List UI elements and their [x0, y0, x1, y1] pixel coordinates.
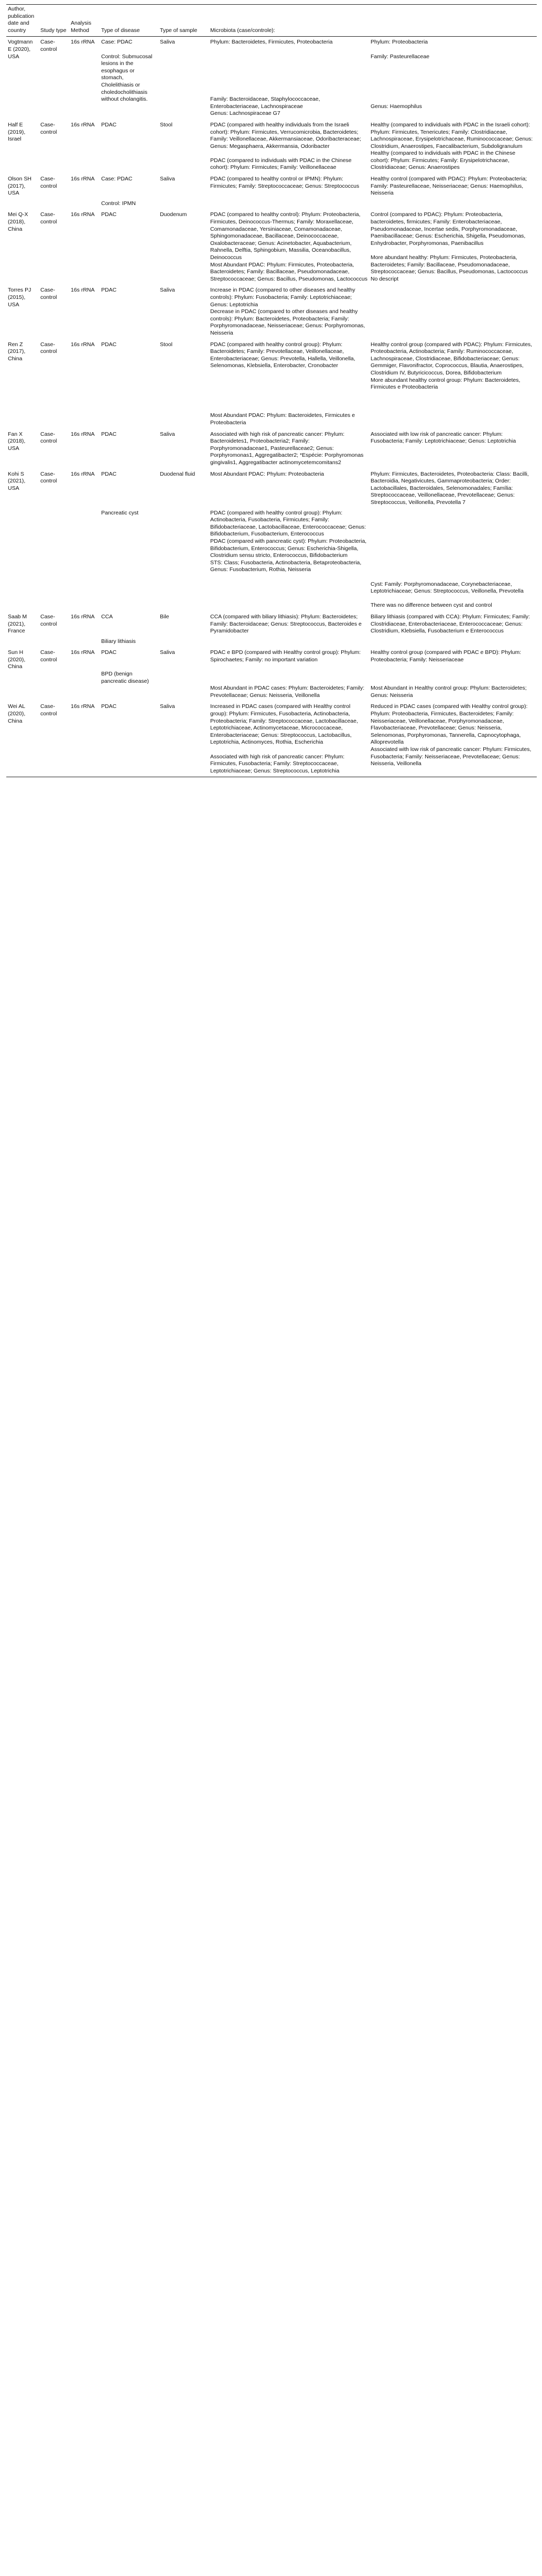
cell-author: Olson SH (2017), USA [8, 176, 31, 197]
cell-sample: Saliva [160, 649, 175, 656]
cell-disease: Case: PDAC Control: Submucosal lesions in the esophagus or stomach, Cholelithiasis or choledocholithiasis without cholangitis. [101, 39, 153, 103]
cell-sample: Bile [160, 613, 169, 620]
cell-microbiota-case: Phylum: Bacteroidetes, Firmicutes, Proteobacteria Family: Bacteroidaceae, Staphylococcaceae, Enterobacteriaceae, Lachnospiraceae Genus: Lachnospiraceae G7 [210, 39, 333, 117]
table-row [6, 647, 537, 701]
cell-sample: Saliva [160, 287, 175, 294]
cell-microbiota-control: Reduced in PDAC cases (compared with Healthy control group): Phylum: Proteobacteria, Firmicutes, Bacteroidetes; Family: Neisseriaceae, Veillonellaceae, Porphyromonadaceae, Flavobacteriaceae, Prevotellaceae; Genus: Neisseria, Selenomonas, Porphyromonas, Tannerella, Capnocytophaga, Alloprevotella Associated with low risk of pancreatic cancer: Phylum: Firmicutes, Fusobacteria; Family: Neisseriaceae, Prevotellaceae; Genus: Neisseria, Veillonella [371, 703, 532, 767]
cell-study-type [39, 509, 69, 611]
table-row [6, 701, 537, 777]
cell-microbiota-control [369, 285, 537, 339]
cell-study-type: Case-control [40, 287, 57, 300]
table-header-row [6, 5, 537, 37]
cell-author: Vogtmann E (2020), USA [8, 39, 33, 60]
cell-microbiota-control: Phylum: Proteobacteria Family: Pasteurellaceae Genus: Haemophilus [371, 39, 430, 110]
cell-method: 16s rRNA [71, 176, 95, 183]
cell-disease: PDAC [101, 287, 117, 294]
cell-disease: Case: PDAC [101, 176, 133, 183]
cell-method: 16s rRNA [71, 39, 95, 46]
cell-author [6, 199, 39, 210]
cell-method [69, 509, 100, 611]
table-row [6, 120, 537, 174]
cell-microbiota-control [369, 199, 537, 210]
cell-microbiota-control: Healthy (compared to individuals with PDAC in the Israeli cohort): Phylum: Firmicutes, Tenericutes; Family: Clostridiaceae, Lachnospiraceae, Erysipelotrichaceae, Ruminococcaceae; Genus: Clostridium, Anaerostipes, Faecalibacterium, Subdoligranulum Healthy (compared to individuals with PDAC in the Chinese cohort): Phylum: Firmicutes; Family: Erysipelotrichaceae, Clostridiaceae; Genus: Anaerostipes [371, 121, 533, 171]
header-microbiota: Microbiota (case/controle): [209, 5, 369, 37]
cell-microbiota-case [209, 199, 369, 210]
cell-method: 16s rRNA [71, 613, 95, 620]
table-row [6, 37, 537, 120]
header-study-type: Study type [39, 5, 69, 37]
cell-disease: Biliary lithiasis [101, 638, 136, 645]
cell-sample: Duodenum [160, 211, 187, 218]
microbiota-table [6, 4, 537, 777]
cell-microbiota-control: Associated with low risk of pancreatic cancer: Phylum: Fusobacteria; Family: Leptotrichiaceae; Genus: Leptotrichia [371, 431, 516, 445]
table-row [6, 429, 537, 469]
cell-microbiota-control [369, 637, 537, 648]
cell-disease: PDAC [101, 341, 117, 348]
cell-author [6, 509, 39, 611]
cell-microbiota-case: Most Abundant PDAC: Phylum: Proteobacteria [210, 470, 324, 477]
cell-microbiota-control: Phylum: Firmicutes, Bacteroidetes, Proteobacteria: Class: Bacilli, Bacteroidia, Negativicutes, Gammaproteobacteria; Order: Lactobacillales, Bacteroidales, Selenomonadales; Família: Streptococcaceae, Veillonellaceae, Prevotellaceae; Genus: Streptococcus, Veillonella, Prevotella 7 [371, 470, 529, 506]
header-microbiota-control [369, 5, 537, 37]
cell-method: 16s rRNA [71, 121, 95, 128]
cell-disease: PDAC [101, 470, 117, 477]
cell-microbiota-case: CCA (compared with biliary lithiasis): Phylum: Bacteroidetes; Family: Bacteroidaceae; Genus: Streptococcus, Bacteroides e Pyramidobacter [210, 613, 362, 635]
cell-microbiota-control: Healthy control group (compared with PDAC): Phylum: Firmicutes, Proteobacteria, Actinobacteria; Family: Ruminococcaceae, Lachnospiraceae, Clostridiaceae, Bifidobacteriaceae; Genus: Gemmiger, Flavonifractor, Coprococcus, Blautia, Anaerostipes, Clostridium IV, Butyricicoccus, Dorea, Bifidobacterium More abundant healthy control group: Phylum: Bacteroidetes, Firmicutes e Proteobacteria [371, 341, 533, 391]
cell-microbiota-case: PDAC (compared with healthy control group): Phylum: Bacteroidetes; Family: Prevotellaceae, Veillonellaceae, Enterobacteriaceae; Genus: Prevotella, Hallella, Veillonella, Selenomonas, Klebsiella, Enterobacter, Cronobacter Most Abundant PDAC: Phylum: Bacteroidetes, Firmicutes e Proteobacteria [210, 341, 355, 426]
cell-author: Fan X (2018), USA [8, 431, 26, 452]
cell-microbiota-control: Control (compared to PDAC): Phylum: Proteobacteria, bacteroidetes, firmicutes; Family: Enterobacteriaceae, Pseudomonadaceae, Incertae sedis, Porphyromonadaceae, Paenibacillaceae; Genus: Escherichia, Shigella, Pseudomonas, Enhydrobacter, Porphyromonas, Paenibacillus More abundant healthy: Phylum: Firmicutes, Proteobacteria, Bacteroidetes; Family: Bacillaceae, Pseudomonadaceae, Streptococcaceae; Genus: Bacillus, Pseudomonas, Lactococcus No descript [371, 211, 528, 282]
cell-microbiota-case: PDAC (compared to healthy control or IPMN): Phylum: Firmicutes; Family: Streptococcaceae; Genus: Streptococcus [210, 176, 360, 189]
cell-author [6, 637, 39, 648]
table-row [6, 174, 537, 199]
cell-author: Wei AL (2020), China [8, 703, 26, 724]
cell-microbiota-case [209, 637, 369, 648]
cell-sample: Saliva [160, 703, 175, 710]
cell-study-type: Case-control [40, 431, 57, 445]
cell-method: 16s rRNA [71, 703, 95, 710]
cell-author: Mei Q-X (2018), China [8, 211, 28, 232]
table-row [6, 469, 537, 509]
table-row [6, 285, 537, 339]
cell-sample: Saliva [160, 39, 175, 46]
cell-author: Ren Z (2017), China [8, 341, 26, 362]
header-sample-type: Type of sample [158, 5, 209, 37]
table-row [6, 611, 537, 637]
header-disease-type: Type of disease [100, 5, 158, 37]
cell-disease: PDAC [101, 703, 117, 710]
cell-method: 16s rRNA [71, 341, 95, 348]
cell-author: Torres PJ (2015), USA [8, 287, 31, 308]
cell-disease: PDAC BPD (benign pancreatic disease) [101, 649, 149, 684]
cell-study-type: Case-control [40, 613, 57, 627]
cell-disease: PDAC [101, 121, 117, 128]
table-row [6, 509, 537, 611]
cell-method: 16s rRNA [71, 470, 95, 477]
cell-disease: PDAC [101, 431, 117, 437]
cell-sample: Saliva [160, 431, 175, 437]
cell-method [69, 637, 100, 648]
cell-study-type: Case-control [40, 470, 57, 485]
cell-sample [158, 637, 209, 648]
cell-microbiota-control: Cyst: Family: Porphyromonadaceae, Corynebacteriaceae, Leptotrichiaceae; Genus: Streptococcus, Veillonella, Prevotella There was no difference between cyst and control [371, 581, 524, 609]
table-row [6, 637, 537, 648]
cell-study-type: Case-control [40, 39, 57, 52]
cell-study-type: Case-control [40, 341, 57, 355]
cell-study-type: Case-control [40, 176, 57, 189]
cell-disease: Control: IPMN [101, 200, 136, 207]
cell-method: 16s rRNA [71, 287, 95, 294]
cell-study-type: Case-control [40, 649, 57, 663]
cell-disease: Pancreatic cyst [101, 509, 139, 516]
cell-method: 16s rRNA [71, 211, 95, 218]
cell-microbiota-case: Associated with high risk of pancreatic cancer: Phylum: Bacteroidetes1, Proteobacteria2; Family: Porphyromonadaceae1, Pasteurellaceae2; Genus: Porphyromonas1, Aggregatibacter2; *Espécie: Porphyromonas gingivalis1, Aggregatibacter actinomycetemcomitans2 [210, 431, 364, 466]
cell-author: Half E (2019), Israel [8, 121, 26, 143]
cell-sample: Stool [160, 121, 172, 128]
cell-microbiota-case: PDAC (compared to healthy control): Phylum: Proteobacteria, Firmicutes, Deinococcus-Thermus; Family: Moraxellaceae, Comamonadaceae, Yersiniaceae, Comamonadaceae, Sphingomonadaceae, Bacillaceae, Deinococcaceae, Oxalobacteraceae; Genus: Acinetobacter, Aquabacterium, Rahnella, Delftia, Sphingobium, Massilia, Oceanobacillus, Deinococcus Most Abundant PDAC: Phylum: Firmicutes, Proteobacteria, Bacteroidetes; Family: Bacillaceae, Pseudomonadaceae, Streptococcaceae; Genus: Bacillus, Pseudomonas, Lactococcus [210, 211, 367, 282]
cell-microbiota-case: PDAC (compared with healthy individuals from the Israeli cohort): Phylum: Firmicutes, Verrucomicrobia, Bacteroidetes; Family: Veillonellaceae, Akkermansiaceae, Odoribacteraceae; Genus: Megasphaera, Akkermansia, Odoribacter PDAC (compared to individuals with PDAC in the Chinese cohort): Phylum: Firmicutes; Family: Veillonellaceae [210, 121, 361, 171]
cell-sample: Saliva [160, 176, 175, 183]
cell-study-type: Case-control [40, 121, 57, 135]
header-analysis-method: Analysis Method [69, 5, 100, 37]
table-row [6, 209, 537, 285]
cell-author: Sun H (2020), China [8, 649, 26, 670]
header-author: Author, publication date and country [6, 5, 39, 37]
cell-microbiota-control: Biliary lithiasis (compared with CCA): Phylum: Firmicutes; Family: Clostridiaceae, Enterobacteriaceae, Enterococcaceae; Genus: Clostridium, Klebsiella, Fusobacterium e Enterococcus [371, 613, 530, 635]
cell-author: Kohi S (2021), USA [8, 470, 26, 491]
cell-microbiota-case: Increase in PDAC (compared to other diseases and healthy controls): Phylum: Fusobacteria; Family: Leptotrichiaceae; Genus: Leptotrichia Decrease in PDAC (compared to other diseases and healthy controls): Phylum: Bacteroidetes, Proteobacteria; Family: Porphyromonadaceae, Neisseriaceae; Genus: Porphyromonas, Neisseria [210, 287, 365, 336]
cell-sample [158, 199, 209, 210]
cell-disease: CCA [101, 613, 113, 620]
cell-microbiota-case: Increased in PDAC cases (compared with Healthy control group): Phylum: Firmicutes, Fusobacteria, Actinobacteria, Proteobacteria; Family: Streptococcaceae, Lactobacillaceae, Leptotrichiaceae, Actinomycetaceae, Micrococcaceae, Enterobacteriaceae; Genus: Streptococcus, Lactobacillus, Leptotrichia, Actinomyces, Rothia, Escherichia Associated with high risk of pancreatic cancer: Phylum: Firmicutes, Fusobacteria; Family: Streptococcaceae, Leptotrichiaceae; Genus: Streptococcus, Leptotrichia [210, 703, 358, 774]
cell-sample: Duodenal fluid [160, 470, 196, 477]
cell-microbiota-case: PDAC (compared with healthy control group): Phylum: Actinobacteria, Fusobacteria, Firmicutes; Family: Bifidobacteriaceae, Lactobacillaceae, Enterococcaceae; Genus: Bifidobacterium, Fusobacterium, Enterococcus PDAC (compared with pancreatic cyst): Phylum: Proteobacteria, Bifidobacterium, Enterococcus; Genus: Escherichia-Shigella, Clostridium sensu stricto, Enterococcus, Bifidobacterium STS: Class; Fusobacteria, Actinobacteria, Betaproteobacteria, Genus: Fusobacterium, Rothia, Neisseria [210, 509, 367, 573]
cell-author: Saab M (2021), France [8, 613, 27, 635]
table-row [6, 339, 537, 429]
cell-method: 16s rRNA [71, 649, 95, 656]
document-page [0, 0, 542, 777]
cell-study-type [39, 199, 69, 210]
cell-microbiota-control: Healthy control group (compared with PDAC e BPD): Phylum: Proteobacteria; Family: Neisseriaceae Most Abundant in Healthy control group: Phylum: Bacteroidetes; Genus: Neisseria [371, 649, 527, 699]
cell-method [69, 199, 100, 210]
cell-study-type: Case-control [40, 211, 57, 226]
table-row [6, 199, 537, 210]
cell-method: 16s rRNA [71, 431, 95, 437]
cell-sample [158, 509, 209, 611]
cell-study-type: Case-control [40, 703, 57, 717]
cell-study-type [39, 637, 69, 648]
cell-sample: Stool [160, 341, 172, 348]
cell-microbiota-control: Healthy control (compared with PDAC): Phylum: Proteobacteria; Family: Pasteurellaceae, Neisseriaceae; Genus: Haemophilus, Neisseria [371, 176, 527, 197]
cell-microbiota-case: PDAC e BPD (compared with Healthy control group): Phylum: Spirochaetes; Family: no important variation Most Abundant in PDAC cases: Phylum: Bacteroidetes; Family: Prevotellaceae; Genus: Neisseria, Veillonella [210, 649, 365, 699]
cell-disease: PDAC [101, 211, 117, 218]
